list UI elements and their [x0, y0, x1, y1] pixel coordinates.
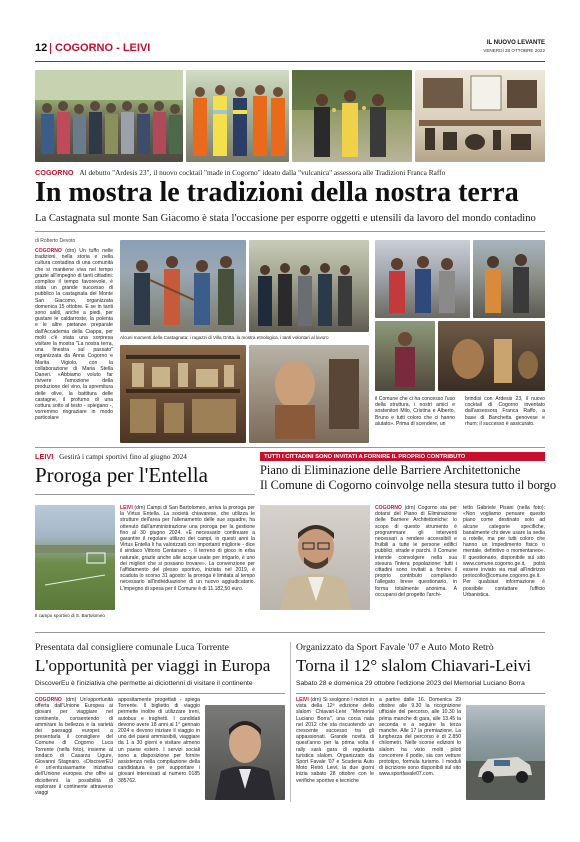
article1-subhead: La Castagnata sul monte San Giacomo è stata l'occasione per esporre oggetti e utensili da lavoro del mondo contadino: [35, 213, 536, 224]
body-text: (drn) Campi di San Bartolomeo, arriva la proroga per la Virtus Entella. La società chiavarese, che utilizza le strutture dell'area per l'allenamento delle sue squadre, ha ottenuto dall'amministrazione una proroga per la gestione fino al 30 giugno 2024. «È necessario continuare a garantire il regolare utilizzo dei campi, in questi anni la Virtus Entella li ha valorizzati con importanti migliorie - dice il sindaco Vittorio Centanaro -. Il terreno di gioco in erba naturale, grazie anche alle acque usate per irrigarlo, è uno dei migliori che si possano trovare». La convenzione per l'affidamento del plesso sportivo, iniziata nel 2019, è scaduta lo scorso 31 agosto: la proroga è limitata al tempo necessario all'individuazione di un nuovo aggiudicatario. L'impegno di spesa per il Comune è di 11.182,50 euro.: [120, 505, 255, 592]
football-pitch-illustration: [35, 505, 115, 610]
page-header: [35, 40, 545, 58]
councillor-portrait: [205, 705, 285, 800]
article4-column-2: appositamente progettati - spiega Torrente. Il biglietto di viaggio permette inoltre di utilizzare treni, autobus e traghetti. I candidati devono avere 18 anni al 1° gennaio 2024 e devono iniziare il viaggio in uno dei paesi ammissibili, viaggiare da 1 a 30 giorni e visitare almeno un paese estero. I servizi sociali sono a disposizione per fornire assistenza nella compilazione della candidatura e per supportare i giovani interessati al numero 0185 385762.: [118, 697, 200, 784]
artifacts-illustration: [438, 321, 545, 391]
article2-kicker: [35, 452, 255, 461]
kicker-text: Al debutto "Ardesis 23", il nuovo cocktail "made in Cogorno" ideato dalla "vulcanica" assessora alle Tradizioni Franca Raffo: [79, 168, 446, 177]
article4-subhead: DiscoverEu è l'iniziativa che permette ai diciottenni di visitare il continente: [35, 680, 253, 687]
field-caption: Il campo sportivo di S. Bartolomeo: [35, 613, 105, 618]
rescue-volunteers-illustration: [186, 70, 289, 162]
byline: di Roberto Devoto: [35, 238, 76, 244]
dateline: COGORNO: [375, 505, 402, 511]
cocktail-toast-photo: [292, 70, 412, 162]
article5-kicker: Organizzato da Sport Favale '07 e Auto Moto Retrò: [296, 642, 494, 653]
bust-illustration: [249, 345, 369, 443]
people-illustration: [35, 70, 183, 162]
exhibition-bust-photo: [249, 345, 369, 443]
article5-column-1: [296, 697, 374, 784]
body-text: (drn) Si svolgono i motori in vista della 12ª edizione dello slalom Chiavari-Leivi "Memorial Luciano Borra", una corsa nata nel 2012 che sta riscuotendo un crescente successo tra gli appassionati. Grande novità di quest'anno per la prima volta il rally sarà gara di regolarità turistica slalom. Organizzato da Sport Favale '07 e Scuderia Auto Moto Retrò Leivi, la due giorni inizia sabato 28 ottobre con le verifiche sportive e tecniche: [296, 697, 375, 784]
civil-protection-photo: [186, 70, 289, 162]
article2-rule: [35, 494, 255, 495]
portrait-illustration: [260, 505, 370, 610]
article1-column-3: brindisi con Ardesis 23, il nuovo cocktail di Cogorno inventato dall'assessora Franca Raffo, a base di Banchetta genovese e rhum: il successo è assicurato.: [465, 396, 545, 427]
kicker-place: COGORNO: [35, 168, 74, 177]
article3-banner: [260, 452, 545, 461]
page-number: 12: [35, 42, 48, 54]
kids-with-basket-photo: [375, 240, 470, 318]
banner-text: TUTTI I CITTADINI SONO INVITATI A FORNIRE IL PROPRIO CONTRIBUTO: [264, 453, 466, 460]
architect-portrait: [260, 505, 370, 610]
woman-at-stall-photo: [375, 321, 435, 391]
section-rule-1: [35, 447, 545, 448]
article3-column-1: [375, 505, 457, 598]
sports-field-photo: [35, 505, 115, 610]
article4-rule: [35, 693, 285, 694]
slalom-car-illustration: [466, 705, 545, 800]
article2-body: [120, 505, 255, 592]
volunteers-group-photo: [35, 70, 183, 162]
article5-column-2: a partire dalle 16. Domenica 29 ottobre alle 9.30 la ricognizione ufficiale del percorso, alle 10.30 la prima manche di gara, alle 13.45 la seconda e a seguire la terza manche. Alle 17 la premiazione. La lunghezza del percorso è di 2.850 chilometri. Nelle scorse edizioni lo slalom ha visto molti piloti concorrere il podio, sia con vetture prototipo, formula turismo. I moduli di iscrizione sono disponibili sul sito www.sportfavale07.com.: [379, 697, 461, 778]
visitors-illustration: [473, 240, 545, 318]
tools-shelf-illustration: [120, 345, 246, 443]
article5-subhead: Sabato 28 e domenica 29 ottobre l'edizione 2023 del Memorial Luciano Borra: [296, 680, 525, 687]
section-title: COGORNO - LEIVI: [55, 42, 151, 54]
exhibition-display-photo: [415, 70, 545, 162]
article1-headline: In mostra le tradizioni della nostra terra: [35, 177, 519, 208]
dateline: COGORNO: [35, 697, 62, 703]
section-rule-2: [35, 632, 545, 633]
body-text: (drn) Cogorno sta per dotarsi del Piano di Eliminazione delle Barriere Architettoniche: lo scopo di questo strumento è programmare gli interventi necessari a rendere accessibili e fruibili a tutte le persone edifici pubblici, strade e parchi. Il Comune intende coinvolgere nella sua stesura l'intera popolazione: tutti i cittadini sono invitati a fornire il proprio contributo compilando l'allegato breve questionario, in forma totalmente anonima. A occuparsi del progetto l'archi-: [375, 505, 457, 598]
article5-rule: [296, 693, 545, 694]
kicker-place: LEIVI: [35, 452, 54, 461]
article3-headline: Piano di Eliminazione delle Barriere Architettoniche: [260, 463, 521, 477]
kids-illustration: [120, 240, 246, 332]
article1-column-2: il Comune che ci ha concesso l'uso della struttura, i nostri amici e sostenitori Milo, Cristina e Alberto, Bruno e tutti coloro che ci hanno aiutato». Prima di scendere, un: [375, 396, 455, 427]
article3-subhead: Il Comune di Cogorno coinvolge nella stesura tutto il borgo: [260, 478, 557, 492]
collage-caption: Alcuni momenti della Castagnata: i ragazzi di Villa Gritta, la mostra etnologica, i tanti volontari al lavoro: [120, 335, 329, 340]
woman-illustration: [375, 321, 435, 391]
article1-kicker: [35, 169, 545, 177]
article1-column-1: [35, 248, 113, 422]
header-divider: [50, 43, 51, 54]
masthead: IL NUOVO LEVANTE: [486, 40, 545, 46]
volunteers-at-work-photo: [249, 240, 369, 332]
article3-column-2: tetto Gabriele Pisani (nella foto): «Non vogliamo pensare questo piano come destinato solo ad alcune categorie specifiche, banalmente chi deve usare la sedia a rotelle, ma per tutti coloro che hanno un impedimento fisico o mentale, definitivo o momentaneo». Il questionario, disponibile sul sito www.comune.cogorno.ge.it, potrà essere inviato via mail all'indirizzo protocollo@comune.cogorno.ge.it. Per qualsiasi informazione è possibile contattare l'ufficio Urbanistica.: [463, 505, 545, 598]
article4-headline: L'opportunità per viaggi in Europa: [35, 656, 271, 675]
issue-date: VENERDÌ 28 OTTOBRE 2022: [483, 48, 545, 53]
dateline: LEIVI: [296, 697, 309, 703]
kicker-text: Gestirà i campi sportivi fino al giugno 2024: [59, 452, 187, 461]
body-text: (drn) Un'opportunità offerta dall'Unione Europea ai giovani per viaggiare nel continente, consentendo di ammirare la bellezza e la varietà dei paesaggi europei: a presentarla il consigliere del Comune di Cogorno Luca Torrente (nella foto), insieme al sindaco di Casarza Ligure, Giovanni Stagnaro. «DiscoverEU è un'entusiasmante iniziativa dell'Unione europea che offre ai diciottenni la possibilità di esplorare il continente attraverso viaggi: [35, 697, 113, 797]
councillor-illustration: [205, 705, 285, 800]
article2-headline: Proroga per l'Entella: [35, 463, 208, 487]
article4-column-1: [35, 697, 113, 796]
villa-gritta-kids-photo: [120, 240, 246, 332]
dateline: COGORNO: [35, 248, 62, 254]
article5-headline: Torna il 12° slalom Chiavari-Leivi: [296, 656, 532, 675]
toast-illustration: [292, 70, 412, 162]
artifacts-photo: [438, 321, 545, 391]
dateline: LEIVI: [120, 505, 133, 511]
header-rule: [35, 61, 545, 62]
workers-illustration: [249, 240, 369, 332]
race-car-photo: [466, 705, 545, 800]
article1-rule: [35, 231, 545, 232]
visitors-photo: [473, 240, 545, 318]
article4-kicker: Presentata dal consigliere comunale Luca Torrente: [35, 642, 229, 653]
old-tools-photo: [120, 345, 246, 443]
column-divider: [290, 642, 291, 802]
antique-tools-illustration: [415, 70, 545, 162]
children-illustration: [375, 240, 470, 318]
body-text: (drn) Un tuffo nelle tradizioni, nella storia e nella cultura contadina di una comunità che si mantiene viva nel tempo grazie all'impegno di tanti cittadini: complice il tempo favorevole, è stata un grande successo di pubblico la castagnata del Monte San Giacomo, organizzata domenica 15 ottobre. E se in tanti sono saliti, anche a piedi, per gustare le caldarroste, la polenta e le altre pietanze preparate dall'Accademia della Ciappa, per molti c'è stata una sorpresa visitare la mostra "La nostra terra, una finestra sul passato" organizzata da Anna Cogorno e Marita Vigiolo, con la collaborazione di Maria Stella Daneri. «Abbiamo voluto far rivivere l'emozione della produzione del vino, la spremitura delle olive, la battitura delle castagne, il profumo di una cottura sotto al testo - spiegano -, vorremmo ringraziare in modo particolare: [35, 248, 114, 422]
